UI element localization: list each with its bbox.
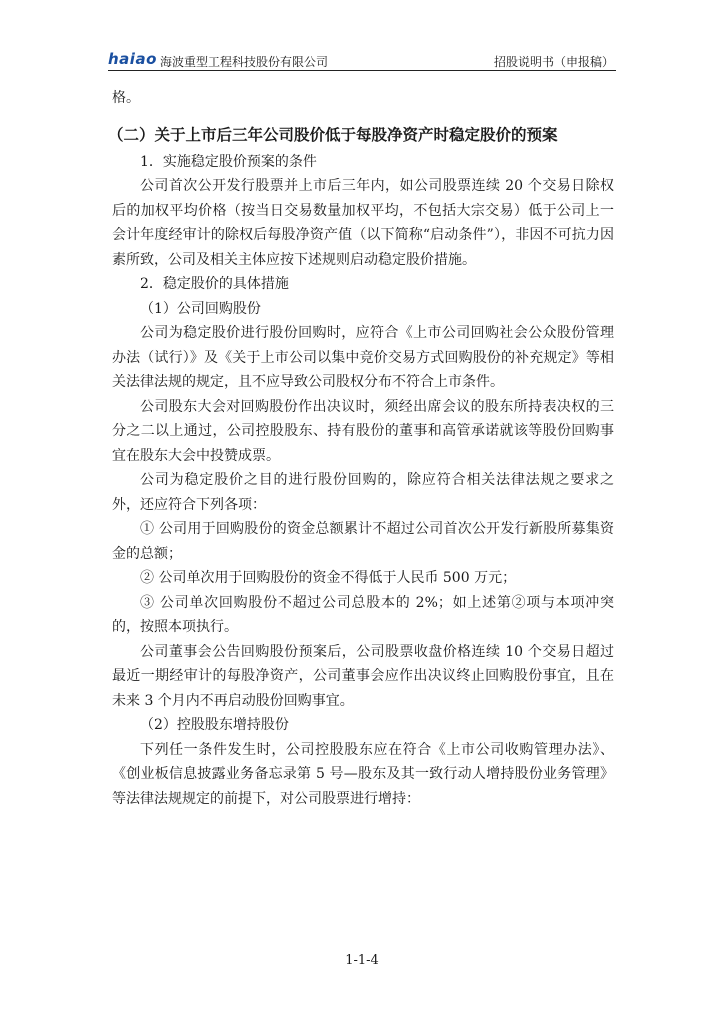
list-item: ③ 公司单次回购股份不超过公司总股本的 2%；如上述第②项与本项冲突的，按照本项执行。 <box>112 594 614 635</box>
list-item: ② 公司单次用于回购股份的资金不得低于人民币 500 万元； <box>140 570 517 586</box>
item-subheading: （2）控股股东增持股份 <box>140 717 289 733</box>
body-paragraph: 公司董事会公告回购股份预案后，公司股票收盘价格连续 10 个交易日超过最近一期经审计的每股净资产，公司董事会应作出决议终止回购股份事宜，且在未来 3 个月内不再启动股份回购事宜。 <box>112 643 614 709</box>
body-paragraph: 下列任一条件发生时，公司控股股东应在符合《上市公司收购管理办法》、《创业板信息披露业务备忘录第 5 号—股东及其一致行动人增持股份业务管理》等法律法规规定的前提下，对公司股票进行增持： <box>112 741 614 807</box>
lead-text: 格。 <box>112 90 140 106</box>
company-name: 海波重型工程科技股份有限公司 <box>160 55 329 69</box>
body-paragraph: 公司为稳定股价进行股份回购时，应符合《上市公司回购社会公众股份管理办法（试行）》及《关于上市公司以集中竞价交易方式回购股份的补充规定》等相关法律法规的规定，且不应导致公司股权分布不符合上市条件。 <box>112 325 614 390</box>
page-header <box>108 50 616 71</box>
page-number: 1-1-4 <box>345 953 379 968</box>
item-subheading: （1）公司回购股份 <box>140 300 261 317</box>
page-body <box>108 86 614 811</box>
condition-subheading: 1．实施稳定股价预案的条件 <box>140 153 317 170</box>
list-item: ① 公司用于回购股份的资金总额累计不超过公司首次公开发行新股所募集资金的总额； <box>112 521 614 562</box>
body-paragraph: 公司股东大会对回购股份作出决议时，须经出席会议的股东所持表决权的三分之二以上通过，公司控股股东、持有股份的董事和高管承诺就该等股份回购事宜在股东大会中投赞成票。 <box>112 398 614 464</box>
section-heading: （二）关于上市后三年公司股价低于每股净资产时稳定股价的预案 <box>108 125 558 144</box>
company-logo: haiao <box>108 50 157 68</box>
measures-subheading: 2．稳定股价的具体措施 <box>140 276 289 292</box>
body-paragraph: 公司为稳定股价之目的进行股份回购的，除应符合相关法律法规之要求之外，还应符合下列各项： <box>112 472 614 513</box>
document-title: 招股说明书（申报稿） <box>493 55 614 69</box>
body-paragraph: 公司首次公开发行股票并上市后三年内，如公司股票连续 20 个交易日除权后的加权平均价格（按当日交易数量加权平均，不包括大宗交易）低于公司上一会计年度经审计的除权后每股净资产值（以下简称“启动条件”），非因不可抗力因素所致，公司及相关主体应按下述规则启动稳定股价措施。 <box>112 178 614 268</box>
